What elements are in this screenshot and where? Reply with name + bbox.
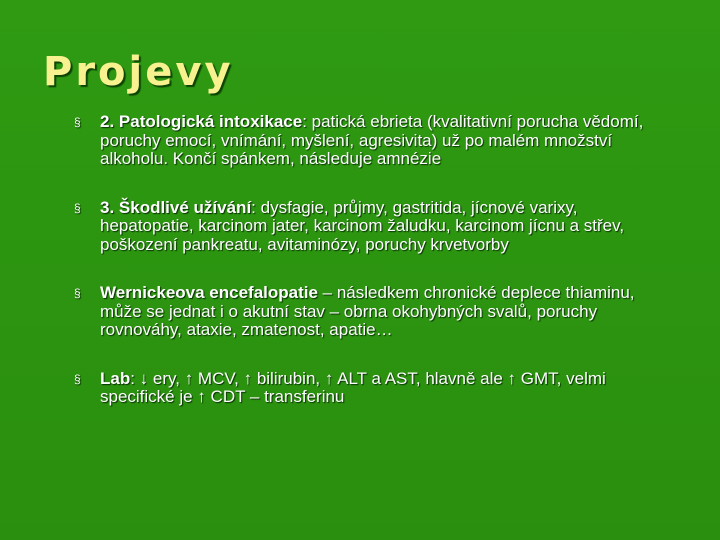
bullet-text: : dysfagie, průjmy, gastritida, jícnové varixy, hepatopatie, karcinom jater, karcinom žaludku, karcinom jícnu a střev, poškození pankreatu, avitaminózy, poruchy krvetvorby (100, 197, 625, 254)
bullet-icon: § (74, 200, 81, 215)
bullet-item-skodlive-uzivani (74, 199, 674, 255)
slide-title: Projevy (43, 49, 234, 95)
bullet-term: 3. Škodlivé užívání (100, 197, 252, 217)
bullet-text: : patická ebrieta (kvalitativní porucha vědomí, poruchy emocí, vnímání, myšlení, agresivita) už po malém množství alkoholu. Končí spánkem, následuje amnézie (100, 112, 644, 168)
bullet-icon: § (74, 371, 81, 386)
bullet-term: Lab (100, 368, 131, 388)
bullet-item-wernickeova-encefalopatie (74, 284, 674, 340)
bullet-text: : ↓ ery, ↑ MCV, ↑ bilirubin, ↑ ALT a AST, hlavně ale ↑ GMT, velmi specifické je ↑ CDT – transferinu (100, 368, 606, 406)
bullet-item-patologicka-intoxikace (74, 113, 674, 169)
bullet-text: – následkem chronické deplece thiaminu, může se jednat i o akutní stav – obrna okohybných svalů, poruchy rovnováhy, ataxie, zmatenost, apatie… (100, 283, 635, 339)
bullet-list (74, 113, 674, 407)
bullet-term: Wernickeova encefalopatie (100, 283, 318, 302)
bullet-icon: § (74, 286, 81, 300)
bullet-icon: § (74, 115, 81, 129)
bullet-term: 2. Patologická intoxikace (100, 112, 303, 131)
bullet-item-lab (74, 370, 674, 407)
